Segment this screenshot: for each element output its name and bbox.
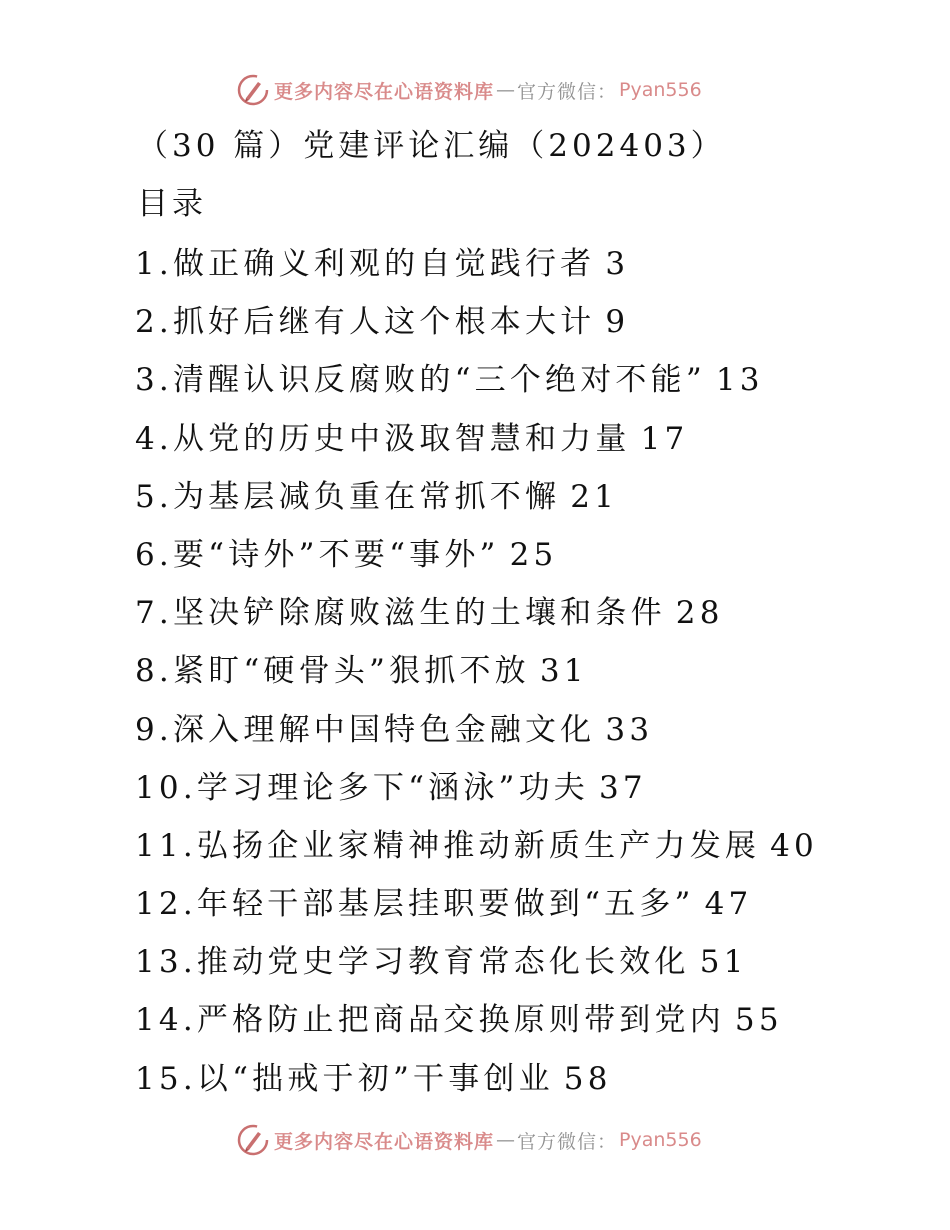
toc-item (135, 764, 818, 822)
pen-circle-logo-icon (236, 1123, 270, 1157)
watermark-dash: — (496, 79, 516, 101)
toc-item-title: 2.抓好后继有人这个根本大计 (135, 304, 596, 341)
toc-item-page: 51 (699, 944, 748, 981)
watermark-footer (236, 1122, 702, 1158)
toc-item-page: 9 (605, 304, 630, 341)
toc-item-page: 25 (509, 536, 558, 573)
pen-circle-logo-icon (236, 73, 270, 107)
toc-item-title: 12.年轻干部基层挂职要做到“五多” (135, 886, 695, 923)
toc-item-title: 4.从党的历史中汲取智慧和力量 (135, 420, 631, 457)
toc-item-page: 40 (770, 827, 818, 864)
toc-item (135, 647, 818, 705)
watermark-wechat-id: Pyan556 (619, 1129, 702, 1151)
toc-item (135, 473, 818, 531)
toc-item-title: 13.推动党史学习教育常态化长效化 (135, 944, 690, 981)
toc-item-title: 3.清醒认识反腐败的“三个绝对不能” (135, 362, 706, 399)
toc-item-page: 47 (704, 886, 753, 923)
toc-item-page: 21 (570, 478, 619, 515)
toc-item-title: 10.学习理论多下“涵泳”功夫 (135, 769, 589, 806)
table-of-contents (135, 240, 818, 1113)
toc-item-title: 6.要“诗外”不要“事外” (135, 536, 500, 573)
toc-item-title: 5.为基层减负重在常抓不懈 (135, 478, 561, 515)
toc-item-title: 15.以“拙戒于初”干事创业 (135, 1060, 554, 1097)
toc-item (135, 880, 818, 938)
toc-item-title: 14.严格防止把商品交换原则带到党内 (135, 1002, 725, 1039)
toc-item-title: 9.深入理解中国特色金融文化 (135, 711, 596, 748)
toc-item (135, 240, 818, 298)
toc-item-page: 31 (539, 653, 588, 690)
toc-item (135, 822, 818, 880)
toc-item-title: 11.弘扬企业家精神推动新质生产力发展 (135, 827, 761, 864)
toc-item (135, 589, 818, 647)
toc-item (135, 298, 818, 356)
toc-item (135, 531, 818, 589)
toc-item-title: 7.坚决铲除腐败滋生的土壤和条件 (135, 595, 666, 632)
watermark-official-label: 官方微信： (517, 80, 618, 103)
toc-item (135, 996, 818, 1054)
watermark-official-label: 官方微信： (517, 1130, 618, 1153)
toc-item (135, 706, 818, 764)
toc-item (135, 356, 818, 414)
watermark-wechat-id: Pyan556 (619, 79, 702, 101)
toc-item-page: 28 (675, 595, 724, 632)
toc-item-page: 33 (605, 711, 654, 748)
toc-item-page: 13 (715, 362, 764, 399)
toc-heading: 目录 (137, 186, 207, 222)
toc-item-page: 17 (640, 420, 689, 457)
toc-item-page: 55 (734, 1002, 783, 1039)
watermark-main-text: 更多内容尽在心语资料库 (274, 1130, 495, 1153)
toc-item (135, 1055, 818, 1113)
toc-item-page: 37 (599, 769, 647, 806)
watermark-dash: — (496, 1129, 516, 1151)
watermark-main-text: 更多内容尽在心语资料库 (274, 80, 495, 103)
document-title: （30 篇）党建评论汇编（202403） (137, 128, 726, 164)
toc-item-page: 58 (563, 1060, 612, 1097)
toc-item-title: 1.做正确义利观的自觉践行者 (135, 246, 596, 282)
toc-item-title: 8.紧盯“硬骨头”狠抓不放 (135, 653, 530, 690)
toc-item (135, 938, 818, 996)
watermark-header (236, 72, 702, 108)
toc-item-page: 3 (605, 246, 630, 282)
toc-item (135, 415, 818, 473)
